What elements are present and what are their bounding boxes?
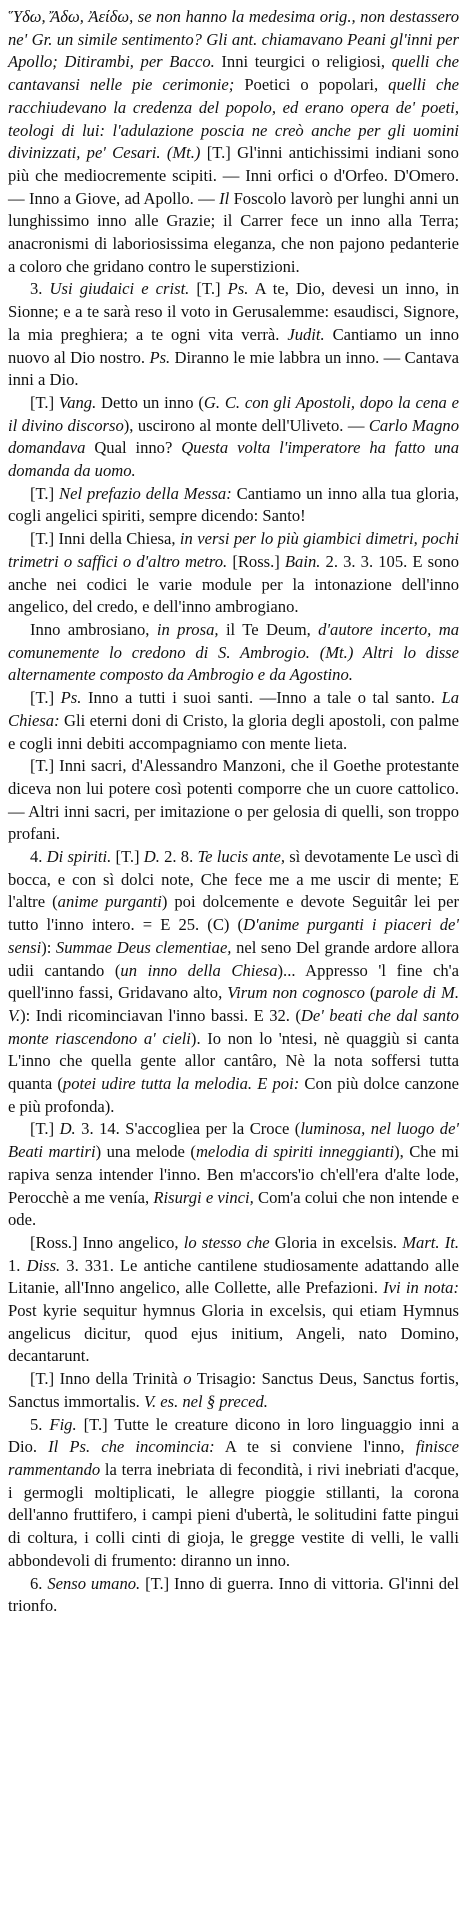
text-run: [Ross.] Inno angelico, (30, 1232, 184, 1252)
italic-text: Vang. (58, 392, 97, 412)
text-run: 6. (30, 1573, 43, 1593)
paragraph (8, 1368, 459, 1413)
italic-text: Nel prefazio della Messa: (59, 483, 232, 503)
italic-text: Te lucis ante, (197, 847, 285, 867)
italic-text: Judit. (287, 324, 325, 344)
italic-text: un inno della Chiesa (120, 960, 278, 980)
text-run: Gli eterni doni di Cristo, la gloria degli apostoli, con palme e cogli inni debiti accompagniamo con mente lieta. (8, 710, 459, 753)
text-run: Con più dolce canzone e più profonda). (8, 1074, 459, 1116)
italic-text: Il Ps. che incomincia: (48, 1437, 215, 1457)
paragraph (8, 846, 459, 1118)
italic-text: De' beati che dal santo monte riascendono a' cieli (8, 1005, 459, 1048)
text-run: ): (41, 937, 56, 957)
italic-text: quelli che racchiudevano la credenza del popolo, ed erano opera de' poeti, teologi di lui: l'adulazione poscia ne creò anche per gli uomini divinizzati, pe' Cesari. (Mt.) (8, 75, 459, 163)
text-run: [Ross.] (227, 551, 285, 571)
paragraph (8, 1573, 459, 1618)
text-run: Detto un inno ( (96, 392, 204, 412)
entry-inno-text (8, 6, 459, 1618)
text-run: Trisagio: Sanctus Deus, Sanctus fortis, Sanctus immortalis. (8, 1369, 459, 1411)
italic-text: luminosa, nel luogo de' Beati martiri (8, 1119, 459, 1162)
italic-text: Ὕδω, Ἄδω, Ἀείδω, se non hanno la medesima orig., non destassero ne' Gr. un simile sentimento? Gli ant. chiamavano Peani gl'inni per Apollo; Ditirambi, per Bacco. (8, 7, 459, 72)
text-run: [T.] (189, 279, 228, 299)
italic-text: potei udire tutta la melodia. E poi: (62, 1074, 300, 1094)
italic-text: o (183, 1369, 192, 1389)
text-run: A te si conviene l'inno, (214, 1437, 416, 1457)
text-run: Poetici o popolari, (234, 75, 389, 95)
italic-text: Il (219, 188, 230, 208)
italic-text: quelli che cantavansi nelle pie cerimonie; (8, 52, 460, 95)
text-run: A te, Dio, devesi un inno, in Sionne; e a te sarà reso il voto in Gerusalemme: esaudisci, Signore, la mia preghiera; a te ogni vita verrà. (8, 279, 459, 344)
text-run: nel seno Del grande ardore allora udii cantando ( (8, 937, 459, 980)
text-run: il Te Deum, (218, 619, 319, 639)
text-run: ) una melode ( (95, 1142, 196, 1162)
text-run: Foscolo lavorò per lunghi anni un lunghissimo inno alle Grazie; il Carrer fece un inno alla Terra; anacronismi di laboriosissima eleganza, che non pajono pedanterie a coloro che gridano contro le superstizioni. (8, 188, 459, 276)
text-run: [T.] (111, 847, 144, 867)
italic-text: Risurgi e vinci, (153, 1187, 254, 1207)
text-run: Post kyrie sequitur hymnus Gloria in excelsis, qui etiam Hymnus angelicus dicitur, quod ejus initium, Angeli, nato Domino, decantarunt. (8, 1301, 459, 1366)
italic-text: Ps. (227, 279, 249, 299)
italic-text: D. (143, 847, 160, 867)
text-run: [T.] Inno di guerra. Inno di vittoria. Gl'inni del trionfo. (8, 1573, 459, 1616)
text-run: ), Che mi rapiva senza intender l'inno. Ben m'accors'io ch'ell'era d'alte lode, Perocchè a me venía, (8, 1142, 459, 1207)
text-run: [T.] Inni della Chiesa, (30, 529, 180, 549)
text-run: 3. 331. Le antiche cantilene studiosamente adattando alle Litanie, all'Inno angelico, alle Collette, alle Prefazioni. (8, 1255, 460, 1298)
italic-text: Diss. (26, 1255, 61, 1275)
paragraph (8, 392, 459, 483)
text-run: ). Io non lo 'ntesi, nè quaggiù si canta L'inno che quella gente allor cantâro, Nè la nota soffersi tutta quanta ( (8, 1028, 459, 1094)
paragraph (8, 1414, 459, 1573)
italic-text: D'anime purganti i piaceri de' sensi (8, 915, 459, 957)
text-run: 3. (30, 279, 43, 299)
text-run: Inni teurgici o religiosi, (214, 52, 392, 72)
paragraph (8, 6, 459, 278)
text-run: Qual inno? (85, 438, 182, 458)
text-run: [T.] (30, 1119, 60, 1139)
text-run: 3. 14. S'accogliea per la Croce ( (75, 1119, 301, 1139)
italic-text: Questa volta l'imperatore ha fatto una domanda da uomo. (8, 438, 459, 481)
italic-text: G. C. con gli Apostoli, dopo la cena e il divino discorso (8, 392, 459, 435)
italic-text: d'autore incerto, ma comunemente lo credono di S. Ambrogio. (Mt.) Altri lo disse alternamente composto da Ambrogio e da Agostino. (8, 619, 460, 685)
paragraph (8, 278, 459, 392)
italic-text: V. es. nel § preced. (143, 1391, 268, 1411)
text-run: [T.] Inni sacri, d'Alessandro Manzoni, che il Goethe protestante diceva non lui potere così potenti comporre che un cuore cattolico. — Altri inni sacri, per imitazione o per gelosia di quelli, son troppo profani. (8, 756, 459, 844)
paragraph (8, 755, 459, 846)
paragraph (8, 528, 459, 619)
italic-text: Usi giudaici e crist. (42, 279, 190, 299)
italic-text: Bain. (284, 551, 321, 571)
paragraph (8, 1232, 459, 1368)
italic-text: in prosa, (156, 619, 219, 639)
text-run: Cantiamo un inno nuovo al Dio nostro. (8, 324, 459, 367)
text-run: [T.] Inno della Trinità (30, 1369, 184, 1389)
text-run: 2. 8. (159, 847, 198, 867)
text-run: Cantiamo un inno alla tua gloria, cogli angelici spiriti, sempre dicendo: Santo! (8, 483, 459, 526)
text-run: sì devotamente Le uscì di bocca, e con sì dolci note, Che fece me a me uscir di mente; E l'altre ( (8, 847, 459, 912)
text-run: Diranno le mie labbra un inno. — Cantava inni a Dio. (8, 347, 459, 390)
italic-text: Ps. (60, 688, 82, 708)
text-run: ): Indi ricominciavan l'inno bassi. E 32. ( (20, 1005, 301, 1025)
text-run: [T.] (30, 483, 60, 503)
text-run: 4. (30, 847, 43, 867)
text-run: [T.] (30, 688, 61, 708)
text-run: ) poi dolcemente e devote Seguitâr lei per tutto l'inno intero. = E 25. (C) ( (8, 892, 459, 935)
text-run: ( (364, 983, 376, 1003)
italic-text: Mart. It. (402, 1232, 459, 1252)
italic-text: Virum non cognosco (227, 983, 365, 1003)
text-run: [T.] (30, 392, 59, 412)
italic-text: Ivi in nota: (383, 1278, 460, 1298)
text-run: la terra inebriata di fecondità, i rivi inebriati d'acque, i germogli moltiplicati, le allegre pioggie stillanti, la corona dell'anno fruttifero, i campi pieni d'ubertà, le solitudini fatte pingui di coltura, i colli cinti di gioja, le gregge vestite di velli, le valli abbondevoli di frumento: diranno un inno. (8, 1460, 459, 1570)
italic-text: D. (59, 1119, 76, 1139)
italic-text: in versi per lo più giambici dimetri, pochi trimetri o saffici o d'altro metro. (8, 529, 459, 571)
text-run: 1. (8, 1255, 27, 1275)
text-run: Inno ambrosiano, (30, 619, 157, 639)
italic-text: Summae Deus clementiae, (55, 937, 232, 957)
text-run: [T.] Tutte le creature dicono in loro linguaggio inni a Dio. (8, 1414, 459, 1457)
italic-text: parole di M. V. (8, 983, 459, 1025)
italic-text: Di spiriti. (42, 847, 112, 867)
text-run: )... Appresso 'l fine ch'a quell'inno fassi, Gridavano alto, (8, 960, 460, 1003)
text-run: [T.] Gl'inni antichissimi indiani sono più che mediocremente scipiti. — Inni orfici o d'Orfeo. D'Omero. — Inno a Giove, ad Apollo. — (8, 143, 459, 208)
text-run: 5. (30, 1414, 43, 1434)
italic-text: Ps. (149, 347, 171, 367)
italic-text: melodia di spiriti inneggianti (195, 1142, 395, 1162)
paragraph (8, 1118, 459, 1232)
paragraph (8, 687, 459, 755)
italic-text: finisce rammentando (8, 1437, 460, 1479)
text-run: Com'a colui che non intende e ode. (8, 1187, 460, 1230)
text-run: ), uscirono al monte dell'Uliveto. — (123, 415, 369, 435)
text-run: Inno a tutti i suoi santi. —Inno a tale o tal santo. (81, 688, 442, 708)
italic-text: Fig. (42, 1414, 77, 1434)
paragraph (8, 619, 459, 687)
text-run: 2. 3. 3. 105. E sono anche nei codici le varie module per la intonazione dell'inno angelico, del credo, e dell'inno ambrogiano. (8, 551, 459, 617)
italic-text: Senso umano. (42, 1573, 141, 1593)
paragraph (8, 483, 459, 528)
italic-text: Carlo Magno domandava (8, 415, 459, 458)
italic-text: lo stesso che (183, 1232, 270, 1252)
italic-text: La Chiesa: (8, 688, 459, 730)
text-run: Gloria in excelsis. (269, 1232, 403, 1252)
italic-text: anime purganti (57, 892, 162, 912)
